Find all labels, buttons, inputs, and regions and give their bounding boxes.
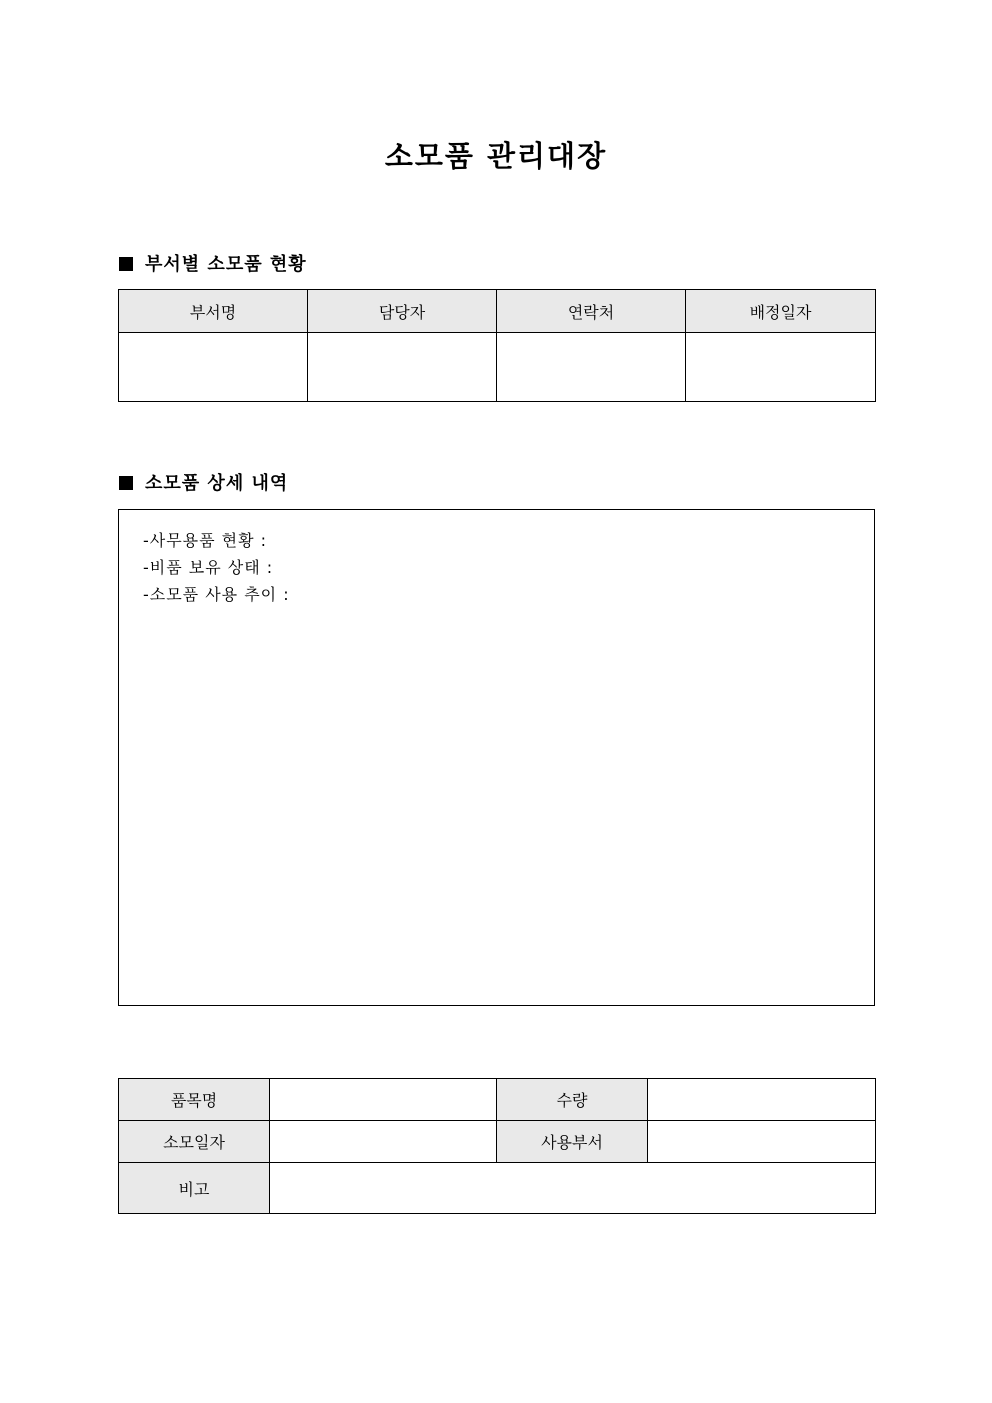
value-note[interactable]	[270, 1163, 876, 1214]
item-detail-table	[118, 1078, 876, 1214]
table-header-row	[119, 290, 876, 333]
dept-status-table	[118, 289, 876, 402]
page-title: 소모품 관리대장	[384, 139, 608, 173]
detail-box[interactable]	[118, 509, 875, 1006]
cell-assign-date[interactable]	[686, 333, 876, 402]
section-heading-text: 소모품 상세 내역	[145, 473, 289, 494]
detail-line-equipment-status: -비품 보유 상태 :	[143, 558, 274, 577]
cell-contact[interactable]	[497, 333, 686, 402]
detail-line-usage-trend: -소모품 사용 추이 :	[143, 585, 290, 604]
column-header-contact: 연락처	[497, 290, 686, 333]
value-item-name[interactable]	[270, 1079, 497, 1121]
label-note: 비고	[119, 1163, 270, 1214]
detail-lines	[143, 527, 290, 608]
value-using-dept[interactable]	[648, 1121, 876, 1163]
label-using-dept: 사용부서	[497, 1121, 648, 1163]
column-header-manager: 담당자	[308, 290, 497, 333]
section-heading-detail	[119, 472, 288, 496]
section-heading-dept-status	[119, 253, 307, 277]
black-square-icon	[119, 476, 133, 490]
detail-line-office-supplies: -사무용품 현황 :	[143, 531, 268, 550]
black-square-icon	[119, 257, 133, 271]
column-header-dept-name: 부서명	[119, 290, 308, 333]
cell-dept-name[interactable]	[119, 333, 308, 402]
label-item-name: 품목명	[119, 1079, 270, 1121]
cell-manager[interactable]	[308, 333, 497, 402]
table-row	[119, 1163, 876, 1214]
column-header-assign-date: 배정일자	[686, 290, 876, 333]
table-row	[119, 1121, 876, 1163]
label-quantity: 수량	[497, 1079, 648, 1121]
section-heading-text: 부서별 소모품 현황	[145, 254, 307, 275]
value-consume-date[interactable]	[270, 1121, 497, 1163]
table-row	[119, 1079, 876, 1121]
label-consume-date: 소모일자	[119, 1121, 270, 1163]
table-row	[119, 333, 876, 402]
value-quantity[interactable]	[648, 1079, 876, 1121]
